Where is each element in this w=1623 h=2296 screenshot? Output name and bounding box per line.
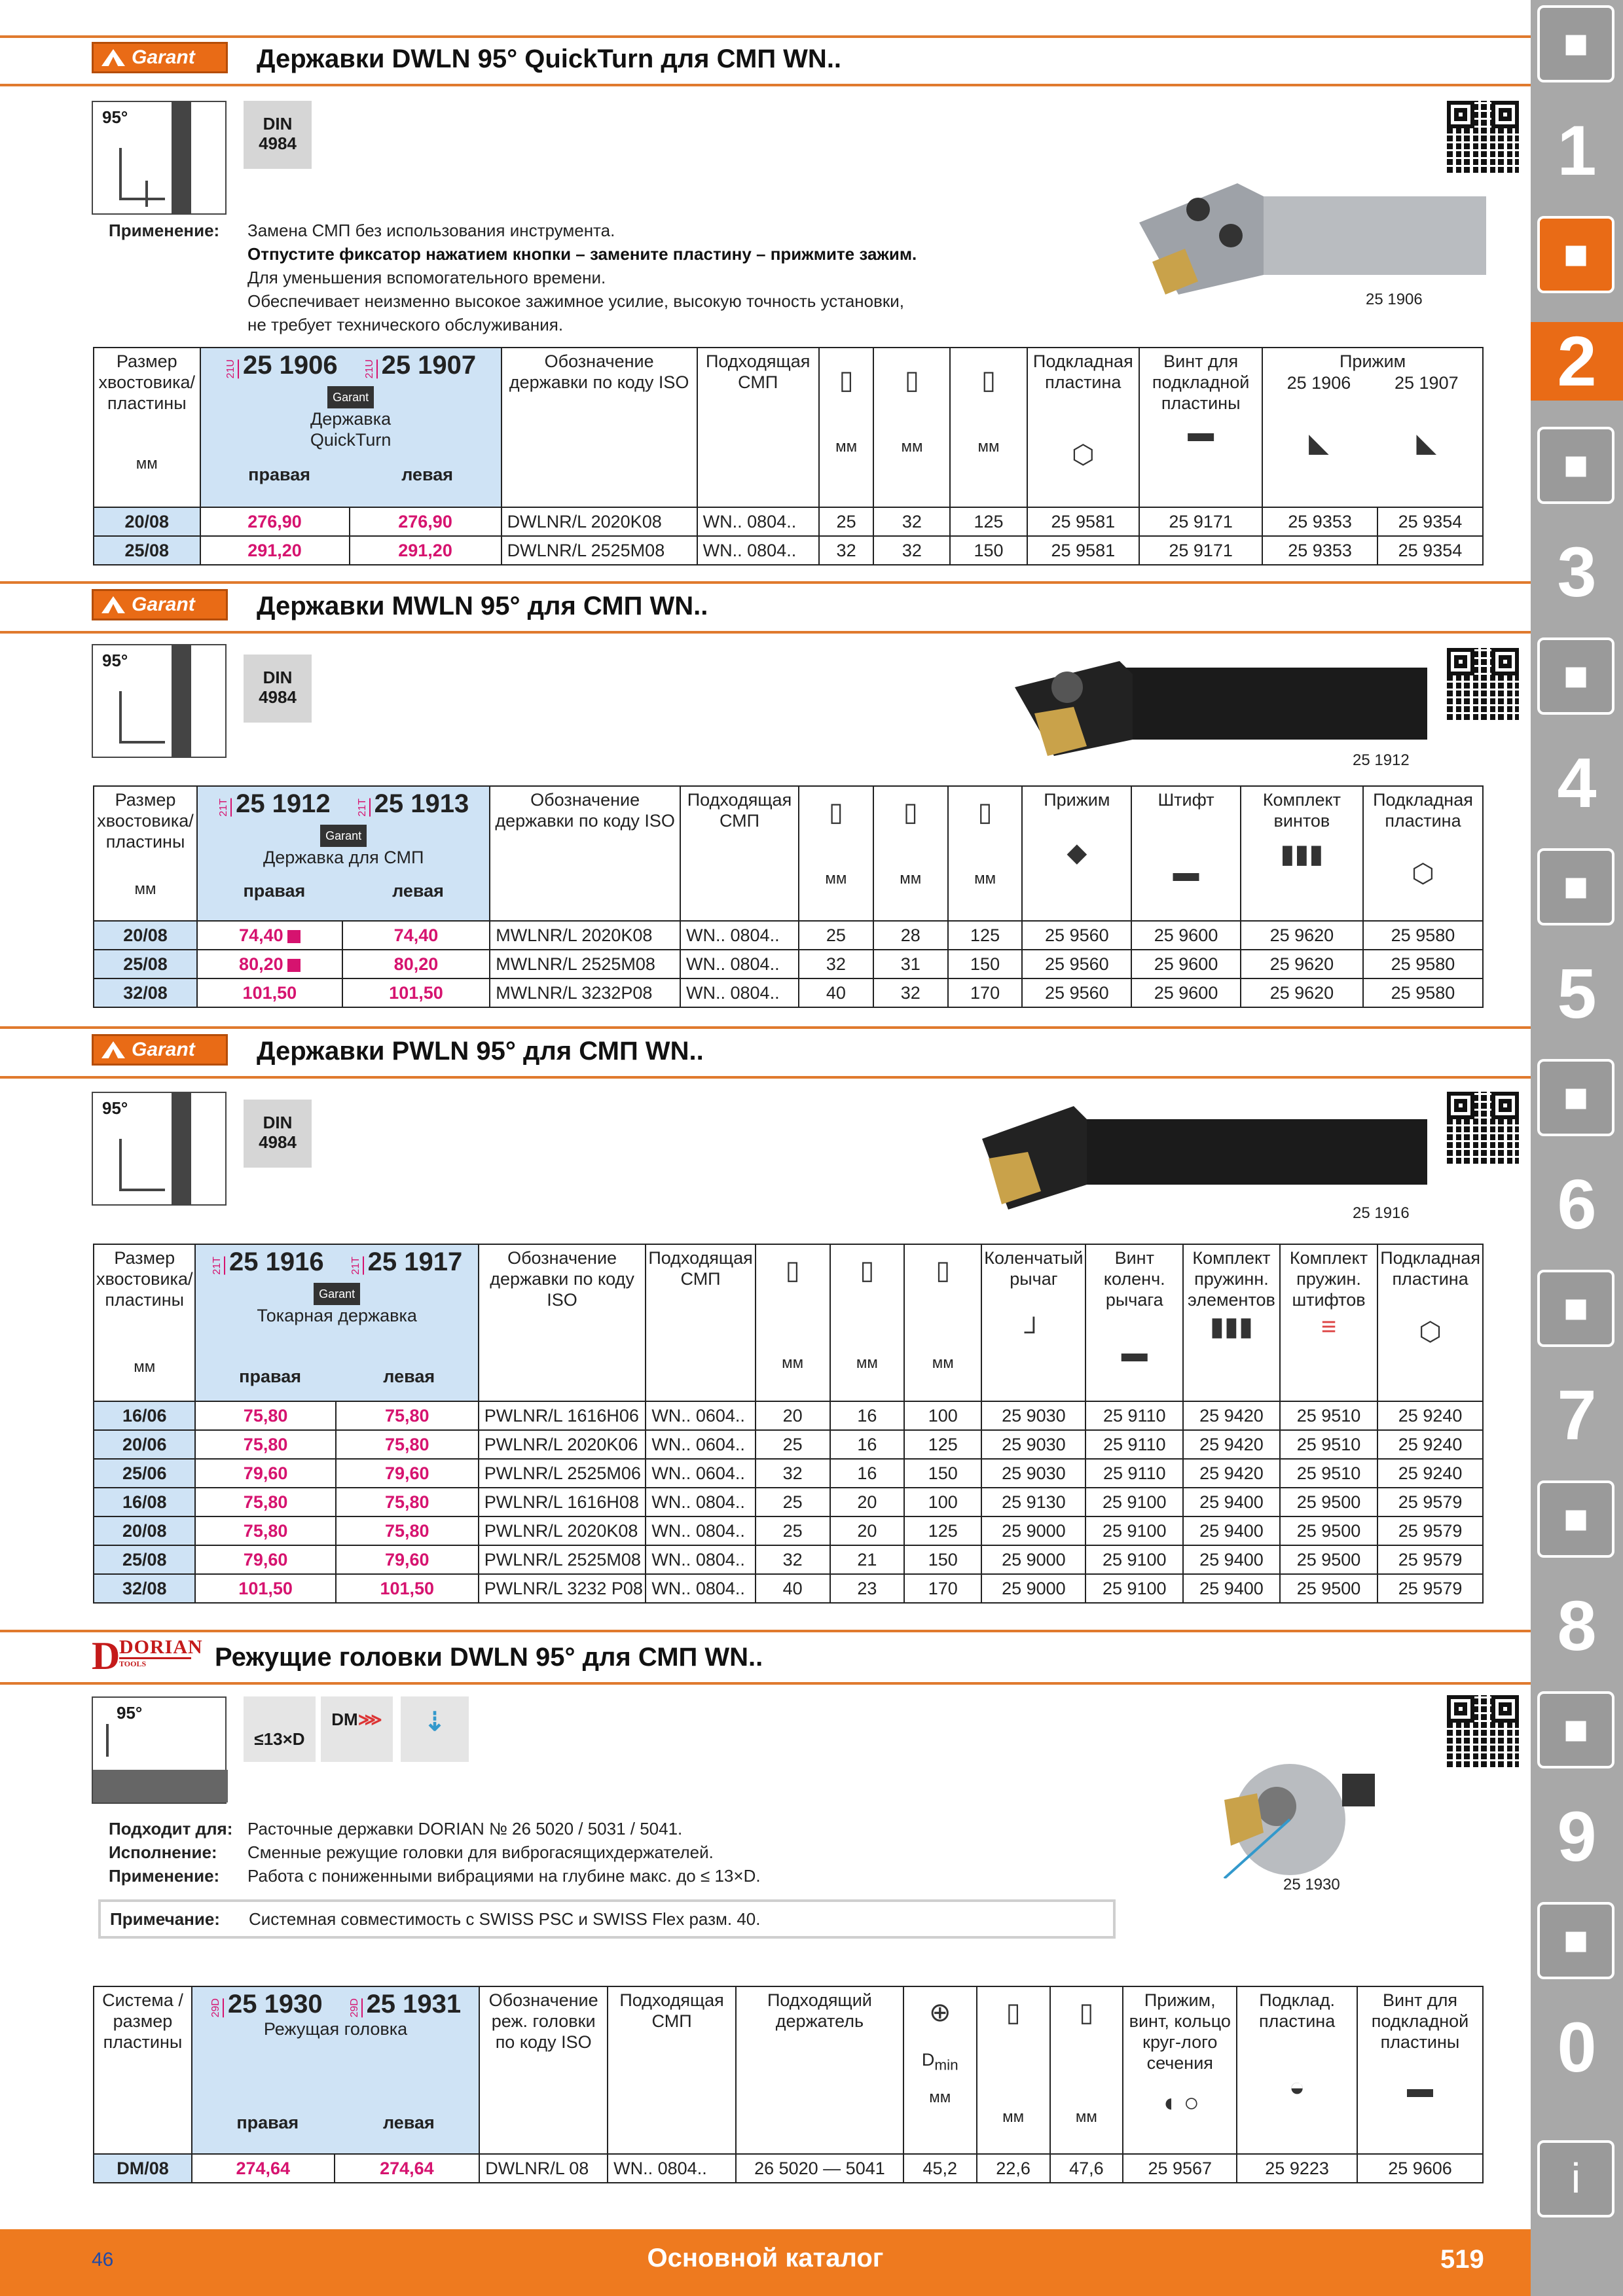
cell: 25 9567 [1123, 2154, 1237, 2183]
cell: 25 9000 [981, 1545, 1085, 1574]
chapter-tab-icon[interactable]: ■ [1537, 848, 1614, 925]
header-dim-b: ▯ мм [873, 348, 950, 507]
price-right: 75,80 [195, 1488, 335, 1516]
cell: DWLNR/L 08 [479, 2154, 608, 2183]
cell: 25 9240 [1377, 1401, 1483, 1430]
table-row [94, 921, 1483, 950]
price-right: 79,60 [195, 1545, 335, 1574]
product-photo [1218, 1748, 1388, 1878]
cell: 25 9500 [1280, 1574, 1377, 1603]
cell: 32 [873, 507, 950, 536]
table-row [94, 1401, 1483, 1430]
price-right: 75,80 [195, 1430, 335, 1459]
cell: WN.. 0804.. [646, 1488, 755, 1516]
cell: 25 9579 [1377, 1488, 1483, 1516]
note-box: Примечание: Системная совместимость с SWISS PSC и SWISS Flex разм. 40. [98, 1899, 1116, 1939]
chapter-number[interactable]: 4 [1557, 743, 1597, 822]
chapter-tab-icon[interactable]: ■ [1537, 5, 1614, 82]
cell: WN.. 0804.. [680, 950, 799, 978]
cell: 32 [756, 1545, 830, 1574]
application-label: Применение: [109, 221, 220, 240]
promo-marker-icon [287, 930, 301, 943]
cell: 125 [948, 921, 1023, 950]
section-rule [0, 35, 1531, 38]
section-rule [0, 1630, 1531, 1632]
cell: PWLNR/L 1616H06 [479, 1401, 646, 1430]
chapter-tab-icon[interactable]: ■ [1537, 1059, 1614, 1136]
footer [0, 2229, 1531, 2296]
footer-page-right: 519 [1440, 2245, 1484, 2274]
cell: WN.. 0604.. [646, 1401, 755, 1430]
chapter-tab-icon[interactable]: ■ [1537, 1270, 1614, 1347]
cell: 20 [756, 1401, 830, 1430]
cell: 25 9620 [1241, 978, 1363, 1007]
dm-badge: DM⋙ [321, 1696, 393, 1762]
cell: 25 9581 [1027, 507, 1139, 536]
cell: 25 9110 [1085, 1459, 1183, 1488]
price-right: 75,80 [195, 1516, 335, 1545]
cell: DWLNR/L 2525M08 [501, 536, 697, 565]
row-size: 16/06 [94, 1401, 195, 1430]
photo-code: 25 1912 [1353, 751, 1410, 769]
cell: 25 9500 [1280, 1488, 1377, 1516]
cell: 25 9000 [981, 1516, 1085, 1545]
table-row [94, 1516, 1483, 1545]
cell: 40 [799, 978, 873, 1007]
chapter-number[interactable]: 3 [1557, 532, 1597, 611]
price-right: 74,40 [197, 921, 342, 950]
chapter-number[interactable]: 6 [1557, 1164, 1597, 1244]
cell: 22,6 [977, 2154, 1050, 2183]
row-size: DM/08 [94, 2154, 192, 2183]
cell: 25 9223 [1237, 2154, 1357, 2183]
angle-label: 95° [102, 1098, 128, 1118]
cell: 25 9110 [1085, 1430, 1183, 1459]
cell: 20 [830, 1516, 905, 1545]
cell: MWLNR/L 2020K08 [490, 921, 680, 950]
row-size: 16/08 [94, 1488, 195, 1516]
photo-code: 25 1906 [1366, 291, 1423, 308]
section-rule [0, 581, 1531, 584]
angle-diagram [92, 1696, 227, 1804]
price-left: 75,80 [336, 1401, 479, 1430]
price-right: 101,50 [195, 1574, 335, 1603]
cell: 25 9110 [1085, 1401, 1183, 1430]
header-dim-l: ▯ мм [950, 348, 1027, 507]
cell: 32 [756, 1459, 830, 1488]
cell: PWLNR/L 1616H08 [479, 1488, 646, 1516]
cell: 25 9500 [1280, 1545, 1377, 1574]
qr-code [1447, 1092, 1519, 1164]
cell: 25 9580 [1363, 950, 1483, 978]
header-insert: Подходящая СМП [697, 348, 819, 507]
cell: 25 9240 [1377, 1459, 1483, 1488]
cell: 25 9560 [1022, 921, 1131, 950]
price-left: 101,50 [336, 1574, 479, 1603]
garant-logo: Garant [92, 589, 228, 620]
price-left: 101,50 [342, 978, 490, 1007]
section-title: Державки PWLN 95° для СМП WN.. [257, 1037, 704, 1066]
cell: 26 5020 — 5041 [736, 2154, 903, 2183]
header-article: 21U 25 1906 21U 25 1907 Garant Державка QuickTurn правая левая [200, 348, 501, 507]
cell: 25 9600 [1131, 921, 1241, 950]
cell: 25 [819, 507, 874, 536]
cell: 32 [819, 536, 874, 565]
price-right: 101,50 [197, 978, 342, 1007]
chapter-number[interactable]: 7 [1557, 1375, 1597, 1454]
product-photo [982, 1100, 1427, 1211]
cell: 100 [904, 1488, 981, 1516]
price-left: 75,80 [336, 1488, 479, 1516]
cell: 25 9100 [1085, 1574, 1183, 1603]
cell: 25 9400 [1183, 1516, 1280, 1545]
table-row [94, 1574, 1483, 1603]
cell: WN.. 0804.. [646, 1516, 755, 1545]
cell: 25 9030 [981, 1430, 1085, 1459]
cell: 25 9354 [1377, 536, 1483, 565]
cell: 25 9560 [1022, 978, 1131, 1007]
row-size: 32/08 [94, 978, 197, 1007]
footer-title: Основной каталог [647, 2244, 884, 2272]
price-left: 80,20 [342, 950, 490, 978]
price-left: 79,60 [336, 1459, 479, 1488]
cell: 150 [950, 536, 1027, 565]
cell: 25 9130 [981, 1488, 1085, 1516]
header-screw: Винт для подкладной пластины ▬ [1139, 348, 1262, 507]
chapter-tab-icon[interactable]: ■ [1537, 1902, 1614, 1979]
cell: 25 9171 [1139, 536, 1262, 565]
cell: DWLNR/L 2020K08 [501, 507, 697, 536]
table-pwln: Размер хвостовика/ пластины мм 21T 25 1916 21T 25 1917 Garant Токарная державка правая левая Обозначение державки по коду ISO Подходящая СМП ▯ мм ▯ мм ▯ мм Коленчатый рычаг ┘ Винт коленч. рычага ▬ Комплект пружинн. элементов ▮▮▮ Комплект пружин. штифтов ≡ Подкладная пластина ⬡ 16/06 75,80 75,80 PWLNR/L 1616H06 WN.. 0604.. 20 16 100 25 9030 25 9110 25 9420 25 9510 25 9240 20/06 75,80 75,80 PWLNR/L 2020K06 WN.. 0604.. 25 16 125 25 9030 25 9110 25 9420 25 9510 25 9240 25/06 79,60 79,60 PWLNR/L 2525M06 WN.. 0604.. 32 16 150 25 9030 25 9110 25 9420 25 9510 25 9240 16/08 75,80 75,80 PWLNR/L 1616H08 WN.. 0804.. 25 20 100 25 9130 25 9100 25 9400 25 9500 25 9579 20/08 75,80 75,80 PWLNR/L 2020K08 WN.. 0804.. 25 20 125 25 9000 25 9100 25 9400 25 9500 25 9579 25/08 79,60 79,60 PWLNR/L 2525M08 WN.. 0804.. 32 21 150 25 9000 25 9100 25 9400 25 9500 25 9579 32/08 101,50 101,50 PWLNR/L 3232 P08 WN.. 0804.. 40 23 170 25 9000 25 9100 25 9400 25 9500 25 9579 [93, 1244, 1484, 1604]
cell: 25 9606 [1357, 2154, 1483, 2183]
chapter-number[interactable]: 9 [1557, 1797, 1597, 1876]
price-left: 276,90 [350, 507, 501, 536]
section-rule [0, 84, 1531, 86]
angle-label: 95° [102, 651, 128, 670]
angle-label: 95° [117, 1703, 143, 1723]
table-row [94, 1545, 1483, 1574]
cell: 25 9500 [1280, 1516, 1377, 1545]
application-label: Применение: [109, 1866, 220, 1886]
chapter-number[interactable]: 0 [1557, 2007, 1597, 2087]
cell: 25 9510 [1280, 1401, 1377, 1430]
price-left: 79,60 [336, 1545, 479, 1574]
application-text: Работа с пониженными вибрациями на глубине макс. до ≤ 13×D. [247, 1866, 761, 1886]
angle-diagram [92, 644, 227, 758]
angle-diagram [92, 1092, 227, 1206]
cell: WN.. 0804.. [646, 1574, 755, 1603]
cell: 25 9579 [1377, 1545, 1483, 1574]
fits-label: Подходит для: [109, 1819, 233, 1839]
cell: WN.. 0604.. [646, 1430, 755, 1459]
cell: 125 [950, 507, 1027, 536]
cell: 25 9579 [1377, 1516, 1483, 1545]
row-size: 32/08 [94, 1574, 195, 1603]
cell: 25 9579 [1377, 1574, 1483, 1603]
price-right: 291,20 [200, 536, 350, 565]
garant-logo: Garant [92, 1034, 228, 1066]
cell: 25 9171 [1139, 507, 1262, 536]
chapter-tab-icon[interactable]: ■ [1537, 427, 1614, 504]
angle-diagram [92, 101, 227, 215]
row-size: 20/08 [94, 507, 200, 536]
chapter-tab-icon[interactable]: ■ [1537, 216, 1614, 293]
cell: 25 9560 [1022, 950, 1131, 978]
cell: 25 [799, 921, 873, 950]
cell: 25 9400 [1183, 1574, 1280, 1603]
cell: WN.. 0804.. [697, 536, 819, 565]
table-row [94, 536, 1483, 565]
cell: 25 9000 [981, 1574, 1085, 1603]
row-size: 20/06 [94, 1430, 195, 1459]
promo-marker-icon [287, 959, 301, 972]
price-left: 74,40 [342, 921, 490, 950]
cell: 25 9600 [1131, 950, 1241, 978]
cell: 21 [830, 1545, 905, 1574]
version-label: Исполнение: [109, 1842, 217, 1862]
qr-code [1447, 648, 1519, 720]
chapter-number[interactable]: 5 [1557, 954, 1597, 1033]
angle-label: 95° [102, 107, 128, 127]
price-left: 274,64 [335, 2154, 480, 2183]
cell: 25 9420 [1183, 1430, 1280, 1459]
cell: 25 9510 [1280, 1459, 1377, 1488]
header-dim-h: ▯ мм [819, 348, 874, 507]
price-right: 75,80 [195, 1401, 335, 1430]
cell: 25 [756, 1430, 830, 1459]
dorian-logo: D DORIAN TOOLS [92, 1634, 203, 1677]
cell: 170 [904, 1574, 981, 1603]
cell: WN.. 0804.. [680, 921, 799, 950]
cell: 25 9100 [1085, 1545, 1183, 1574]
section-title: Режущие головки DWLN 95° для СМП WN.. [215, 1643, 763, 1672]
photo-code: 25 1916 [1353, 1204, 1410, 1222]
cell: 25 9100 [1085, 1488, 1183, 1516]
table-row [94, 978, 1483, 1007]
table-mwln: Размер хвостовика/ пластины мм 21T 25 1912 21T 25 1913 Garant Державка для СМП правая левая Обозначение державки по коду ISO Подходящая СМП ▯ мм ▯ мм ▯ мм Прижим ◆ Штифт ▬ Комплект винтов ▮▮▮ Подкладная пластина ⬡ 20/08 74,40 74,40 MWLNR/L 2020K08 WN.. 0804.. 25 28 125 25 9560 25 9600 25 9620 25 9580 25/08 80,20 80,20 MWLNR/L 2525M08 WN.. 0804.. 32 31 150 25 9560 25 9600 25 9620 25 9580 32/08 101,50 101,50 MWLNR/L 3232P08 WN.. 0804.. 40 32 170 25 9560 25 9600 25 9620 25 9580 [93, 785, 1484, 1008]
cell: 150 [904, 1459, 981, 1488]
cell: 25 9600 [1131, 978, 1241, 1007]
header-support: Подкладная пластина ⬡ [1027, 348, 1139, 507]
price-left: 75,80 [336, 1430, 479, 1459]
cell: 25 9400 [1183, 1488, 1280, 1516]
header-clamp: Прижим 25 1906 25 1907 ◣ ◣ [1262, 348, 1483, 507]
cell: PWLNR/L 2020K06 [479, 1430, 646, 1459]
cell: 25 9580 [1363, 921, 1483, 950]
version-text: Сменные режущие головки для виброгасящихдержателей. [247, 1842, 714, 1862]
cell: 125 [904, 1516, 981, 1545]
row-size: 20/08 [94, 1516, 195, 1545]
cell: 25 9510 [1280, 1430, 1377, 1459]
cell: 31 [873, 950, 948, 978]
table-row [94, 1430, 1483, 1459]
table-row [94, 1459, 1483, 1488]
product-photo [1015, 648, 1427, 759]
footer-page-left: 46 [92, 2249, 114, 2270]
cell: 25 9353 [1262, 507, 1377, 536]
header-size: Размер хвостовика/ пластины мм [94, 348, 200, 507]
qr-code [1447, 1695, 1519, 1767]
chapter-number[interactable]: 1 [1557, 111, 1597, 190]
row-size: 25/08 [94, 1545, 195, 1574]
price-right: 80,20 [197, 950, 342, 978]
cell: PWLNR/L 2020K08 [479, 1516, 646, 1545]
cell: MWLNR/L 2525M08 [490, 950, 680, 978]
chapter-number[interactable]: 2 [1531, 322, 1623, 401]
cell: PWLNR/L 3232 P08 [479, 1574, 646, 1603]
cell: 125 [904, 1430, 981, 1459]
cell: 25 9100 [1085, 1516, 1183, 1545]
cell: 25 9620 [1241, 921, 1363, 950]
din-badge: DIN 4984 [244, 1100, 312, 1168]
cell: 150 [904, 1545, 981, 1574]
garant-logo: Garant [92, 42, 228, 73]
cell: 25 9240 [1377, 1430, 1483, 1459]
header-iso: Обозначение державки по коду ISO [501, 348, 697, 507]
row-size: 25/06 [94, 1459, 195, 1488]
qr-code [1447, 101, 1519, 173]
table-row [94, 950, 1483, 978]
cell: 25 9580 [1363, 978, 1483, 1007]
cell: 25 9420 [1183, 1401, 1280, 1430]
table-row [94, 2154, 1483, 2183]
table-dwln-heads: Система / размер пластины 29D 25 1930 29D 25 1931 Режущая головка правая левая Обозначение реж. головки по коду ISO Подходящая СМП Подходящий держатель ⊕ $D_{min}$ мм ▯ мм ▯ мм Прижим, винт, кольцо круг-лого сечения ◖ ○ Подклад. пластина ◒ Винт для подкладной пластины ▬ DM/08 274,64 274,64 DWLNR/L 08 WN.. 0804.. 26 5020 — 5041 45,2 22,6 47,6 25 9567 25 9223 25 9606 [93, 1986, 1484, 2183]
cell: 25 9400 [1183, 1545, 1280, 1574]
row-size: 20/08 [94, 921, 197, 950]
section-title: Державки DWLN 95° QuickTurn для СМП WN.. [257, 45, 842, 73]
price-right: 274,64 [192, 2154, 335, 2183]
cell: 25 9030 [981, 1459, 1085, 1488]
cell: WN.. 0804.. [646, 1545, 755, 1574]
cell: 20 [830, 1488, 905, 1516]
section-rule [0, 631, 1531, 634]
din-badge: DIN 4984 [244, 655, 312, 723]
cell: 25 9581 [1027, 536, 1139, 565]
cell: 25 9620 [1241, 950, 1363, 978]
cell: 100 [904, 1401, 981, 1430]
cell: 25 9420 [1183, 1459, 1280, 1488]
cell: 170 [948, 978, 1023, 1007]
section-rule [0, 1026, 1531, 1029]
row-size: 25/08 [94, 950, 197, 978]
cell: PWLNR/L 2525M08 [479, 1545, 646, 1574]
cell: 25 9353 [1262, 536, 1377, 565]
table-row [94, 1488, 1483, 1516]
price-right: 276,90 [200, 507, 350, 536]
application-text: Замена СМП без использования инструмента. Отпустите фиксатор нажатием кнопки – замените пластину – прижмите зажим. Для уменьшения вспомогательного времени. Обеспечивает неизменно высокое зажимное усилие, высокую точность установки, не требует технического обслуживания. [247, 221, 917, 334]
section-rule [0, 1682, 1531, 1685]
photo-code: 25 1930 [1283, 1876, 1340, 1893]
cell: 25 [756, 1488, 830, 1516]
cell: 25 [756, 1516, 830, 1545]
din-badge: DIN 4984 [244, 101, 312, 169]
price-left: 75,80 [336, 1516, 479, 1545]
cell: 45,2 [903, 2154, 977, 2183]
section-title: Державки MWLN 95° для СМП WN.. [257, 592, 708, 620]
cell: 25 9354 [1377, 507, 1483, 536]
chapter-tab-icon[interactable]: i [1537, 2140, 1614, 2217]
coolant-icon: ⇣ [401, 1696, 469, 1762]
cell: 28 [873, 921, 948, 950]
price-right: 79,60 [195, 1459, 335, 1488]
row-size: 25/08 [94, 536, 200, 565]
cell: MWLNR/L 3232P08 [490, 978, 680, 1007]
cell: 40 [756, 1574, 830, 1603]
cell: PWLNR/L 2525M06 [479, 1459, 646, 1488]
cell: 32 [799, 950, 873, 978]
fits-text: Расточные державки DORIAN № 26 5020 / 5031 / 5041. [247, 1819, 683, 1839]
cell: WN.. 0804.. [680, 978, 799, 1007]
cell: 32 [873, 536, 950, 565]
depth-badge: ≤13×D [244, 1696, 316, 1762]
cell: WN.. 0804.. [697, 507, 819, 536]
chapter-tab-icon[interactable]: ■ [1537, 637, 1614, 715]
chapter-tab-icon[interactable]: ■ [1537, 1691, 1614, 1768]
cell: 16 [830, 1401, 905, 1430]
product-photo [1139, 170, 1486, 301]
cell: 25 9030 [981, 1401, 1085, 1430]
cell: WN.. 0604.. [646, 1459, 755, 1488]
section-rule [0, 1076, 1531, 1079]
cell: 16 [830, 1430, 905, 1459]
table-row [94, 507, 1483, 536]
price-left: 291,20 [350, 536, 501, 565]
table-dwln [93, 347, 1484, 565]
cell: 32 [873, 978, 948, 1007]
cell: WN.. 0804.. [608, 2154, 736, 2183]
cell: 150 [948, 950, 1023, 978]
chapter-number[interactable]: 8 [1557, 1586, 1597, 1665]
cell: 23 [830, 1574, 905, 1603]
cell: 16 [830, 1459, 905, 1488]
cell: 47,6 [1050, 2154, 1123, 2183]
chapter-tab-icon[interactable]: ■ [1537, 1480, 1614, 1558]
